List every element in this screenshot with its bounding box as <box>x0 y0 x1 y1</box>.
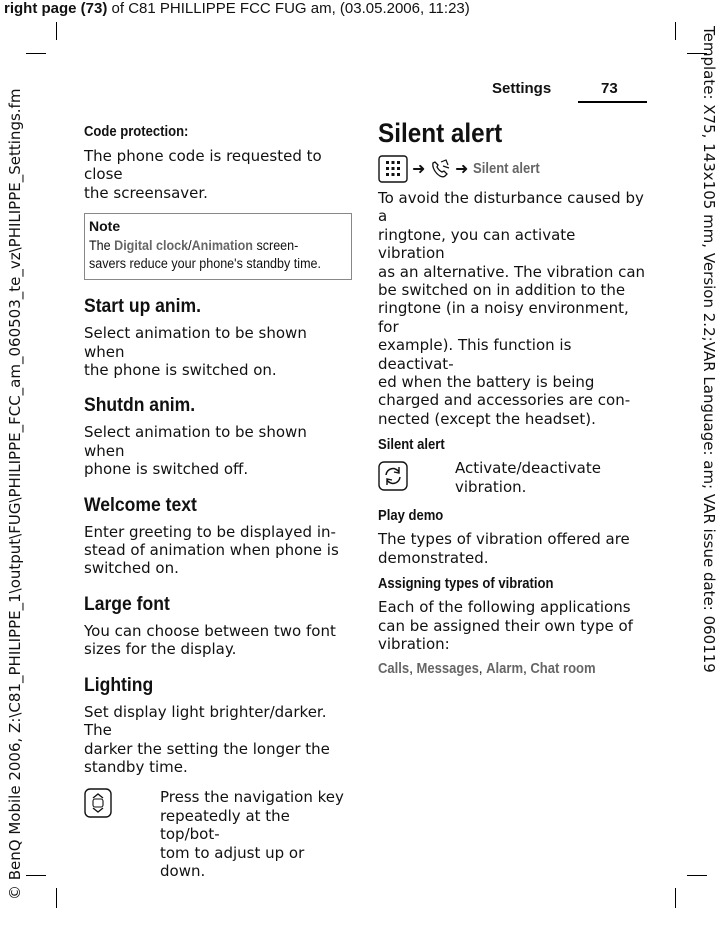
text-line: the phone is switched on. <box>84 361 277 380</box>
note-text: screen- <box>252 238 299 254</box>
text-line: ringtone (in a noisy environment, for <box>378 299 629 336</box>
crop-mark <box>675 888 676 908</box>
silent-alert-desc <box>455 459 601 496</box>
text-line: To avoid the disturbance caused by a <box>378 189 644 226</box>
text-line: Set display light brighter/darker. The <box>84 702 327 740</box>
code-protection-text <box>84 147 352 202</box>
crop-mark <box>26 875 46 876</box>
silent-alert-row <box>378 459 646 503</box>
right-column <box>378 118 646 677</box>
header-rule <box>578 101 647 103</box>
text-line: The phone code is requested to close <box>84 147 322 184</box>
text-line: Select animation to be shown when <box>84 423 307 460</box>
text-line: the screensaver. <box>84 183 208 202</box>
text-line: You can choose between two font <box>84 621 336 640</box>
text-line: tom to adjust up or down. <box>160 843 305 880</box>
text-line: vibration: <box>378 634 450 653</box>
crop-mark <box>687 875 707 876</box>
nav-key-text <box>160 788 352 880</box>
print-header-page: right page (73) <box>4 0 108 17</box>
welcome-text-heading: Welcome text <box>84 493 197 516</box>
page-number: 73 <box>601 80 618 97</box>
crop-mark <box>56 888 57 908</box>
text-line: ed when the battery is being <box>378 373 595 392</box>
text-line: nected (except the headset). <box>378 409 596 428</box>
template-info: Template: X75, 143x105 mm, Version 2.2;VAR Language: am; VAR issue date: 060119 <box>700 26 718 673</box>
text-line: The types of vibration offered are <box>378 530 630 549</box>
text-line: switched on. <box>84 559 179 578</box>
start-up-anim-heading: Start up anim. <box>84 295 202 318</box>
text-line: vibration. <box>455 477 527 496</box>
text-line: ringtone, you can activate vibration <box>378 225 576 263</box>
toggle-softkey-icon <box>378 461 408 491</box>
text-line: Enter greeting to be displayed in- <box>84 522 336 541</box>
silent-alert-intro <box>378 189 646 428</box>
text-line: demonstrated. <box>378 548 489 567</box>
separator: , <box>409 661 417 678</box>
text-line: darker the setting the longer the <box>84 739 330 758</box>
text-line: charged and accessories are con- <box>378 391 631 410</box>
lighting-text <box>84 703 352 777</box>
menu-grid-icon <box>378 155 408 183</box>
text-line: phone is switched off. <box>84 460 249 479</box>
menu-path <box>378 155 646 189</box>
note-box <box>84 213 352 280</box>
shutdn-anim-text <box>84 423 352 478</box>
animation-term: Animation <box>191 238 253 254</box>
text-line: Select animation to be shown when <box>84 324 307 361</box>
copyright-path: © BenQ Mobile 2006, Z:\C81_PHILIPPE_1\output\FUG\PHILIPPE_FCC_am_060503_te_vz\PHILIPPE_Settings.fm <box>6 88 24 900</box>
text-line: Activate/deactivate <box>455 459 601 478</box>
crop-mark <box>56 22 57 40</box>
text-line: example). This function is deactivat- <box>378 336 572 373</box>
start-up-anim-text <box>84 324 352 379</box>
text-line: stead of animation when phone is <box>84 541 339 560</box>
play-demo-heading: Play demo <box>378 508 444 525</box>
print-header-info: of C81 PHILLIPPE FCC FUG am, (03.05.2006, 11:23) <box>107 0 470 17</box>
section-title: Settings <box>492 80 552 97</box>
note-text: The <box>89 238 115 254</box>
crop-mark <box>675 22 676 40</box>
text-line: sizes for the display. <box>84 640 237 659</box>
large-font-heading: Large font <box>84 592 170 615</box>
app-messages: Messages <box>416 661 479 678</box>
separator: , <box>523 661 531 678</box>
crop-mark <box>26 53 46 54</box>
nav-key-up-down-icon <box>84 788 112 818</box>
app-alarm: Alarm <box>486 661 524 678</box>
path-silent-alert: Silent alert <box>473 161 540 177</box>
large-font-text <box>84 622 352 659</box>
text-line: standby time. <box>84 757 188 776</box>
text-line: repeatedly at the top/bot- <box>160 806 290 844</box>
silent-alert-heading: Silent alert <box>378 118 503 148</box>
text-line: be switched on in addition to the <box>378 281 626 300</box>
text-line: Each of the following applications <box>378 598 631 617</box>
welcome-text-text <box>84 523 352 578</box>
separator: , <box>478 661 487 678</box>
left-column <box>84 120 352 880</box>
text-line: can be assigned their own type of <box>378 616 633 635</box>
silent-alert-subheading: Silent alert <box>378 437 445 454</box>
assigning-types-text <box>378 598 646 653</box>
phone-settings-icon <box>428 157 452 181</box>
text-line: as an alternative. The vibration can <box>378 262 646 281</box>
text-line: Press the navigation key <box>160 788 344 807</box>
app-calls: Calls <box>378 661 410 678</box>
assigning-types-heading: Assigning types of vibration <box>378 576 554 593</box>
play-demo-text <box>378 530 646 567</box>
app-chat-room: Chat room <box>530 661 596 678</box>
note-line: savers reduce your phone's standby time. <box>89 256 322 272</box>
path-arrow: ➜ <box>455 159 469 178</box>
note-text: / <box>188 238 192 254</box>
path-arrow: ➜ <box>412 159 426 178</box>
note-line <box>89 237 329 255</box>
lighting-heading: Lighting <box>84 673 154 696</box>
shutdn-anim-heading: Shutdn anim. <box>84 394 196 417</box>
nav-key-row <box>84 788 352 880</box>
digital-clock-term: Digital clock <box>114 238 189 254</box>
vibration-apps-list <box>378 661 619 677</box>
note-title: Note <box>89 218 121 235</box>
print-header <box>4 0 470 17</box>
code-protection-heading: Code protection: <box>84 124 189 140</box>
